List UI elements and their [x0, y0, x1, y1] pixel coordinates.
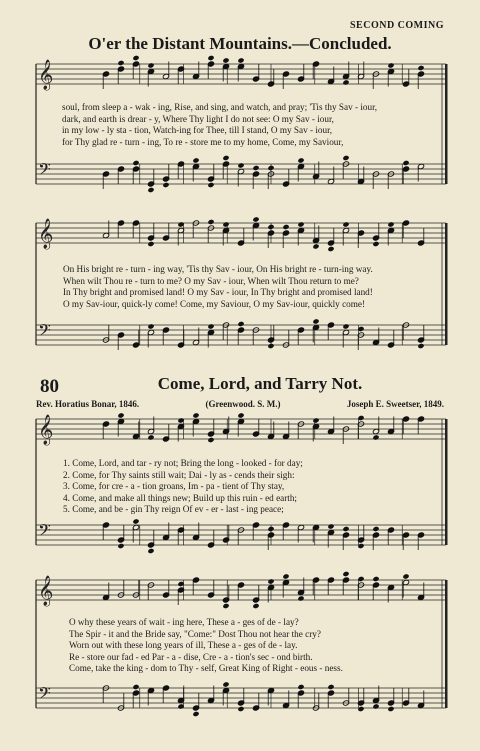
- lyric-line: O my Sav-iour, quick-ly come! Come, my Saviour, O my Sav-iour, quickly come!: [63, 298, 366, 309]
- lyric-line: The Spir - it and the Bride say, "Come:" Dost Thou not hear the cry?: [69, 628, 321, 639]
- lyric-line: Worn out with these long years of ill, These a - ges of de - lay.: [69, 640, 298, 651]
- lyric-line: Come, take the king - dom to Thy - self, Great King of Right - eous - ness.: [69, 663, 343, 674]
- lyrics-block-1: [62, 102, 377, 148]
- lyric-line: 3. Come, for cre - a - tion groans, Im - pa - tient of Thy stay,: [63, 481, 285, 492]
- lyric-line: 5. Come, and be - gin Thy reign Of ev - er - last - ing peace;: [63, 504, 284, 515]
- section-label: SECOND COMING: [349, 20, 444, 31]
- author: Rev. Horatius Bonar, 1846.: [36, 399, 140, 409]
- lyric-line: 2. Come, for Thy saints still wait; Dai - ly as - cends their sigh:: [63, 469, 295, 480]
- svg-text:𝄢: 𝄢: [38, 159, 51, 183]
- svg-text:𝄢: 𝄢: [38, 320, 51, 344]
- svg-text:𝄞: 𝄞: [38, 219, 54, 249]
- lyric-line: Re - store our fad - ed Par - a - dise, Cre - a - tion's sec - ond birth.: [69, 651, 313, 662]
- lyrics-block-4: [69, 617, 343, 675]
- svg-text:𝄢: 𝄢: [38, 520, 51, 544]
- svg-text:𝄞: 𝄞: [38, 415, 54, 445]
- hymn-title: Come, Lord, and Tarry Not.: [157, 374, 363, 393]
- composer: Joseph E. Sweetser, 1849.: [346, 399, 444, 409]
- lyric-line: In Thy bright and promised land! O my Sav - iour, In Thy bright and promised land!: [63, 287, 373, 298]
- lyric-line: O why these years of wait - ing here, These a - ges of de - lay?: [69, 617, 299, 627]
- svg-text:𝄢: 𝄢: [38, 683, 51, 707]
- svg-text:𝄞: 𝄞: [38, 60, 54, 90]
- lyric-line: for Thy glad re - turn - ing, To re - store me to my home, Come, my Saviour,: [62, 136, 344, 147]
- lyrics-block-2: [63, 264, 373, 310]
- page-title: O'er the Distant Mountains.—Concluded.: [88, 34, 392, 53]
- hymn-number: 80: [40, 376, 59, 397]
- hymn-credits: [36, 399, 444, 409]
- lyric-line: On His bright re - turn - ing way, 'Tis thy Sav - iour, On His bright re - turn-ing way.: [63, 264, 373, 274]
- lyric-line: When wilt Thou re - turn to me? O my Sav - iour, When wilt Thou return to me?: [63, 275, 359, 286]
- lyric-line: 4. Come, and make all things new; Build up this ruin - ed earth;: [63, 492, 297, 503]
- lyric-line: 1. Come, Lord, and tar - ry not; Bring the long - looked - for day;: [63, 458, 303, 468]
- lyrics-block-3: [63, 458, 303, 516]
- lyric-line: dark, and earth is drear - y, Where Thy light I do not see: O my Sav - iour,: [62, 113, 334, 124]
- svg-text:𝄞: 𝄞: [38, 576, 54, 606]
- tune-meter: (Greenwood. S. M.): [205, 399, 281, 409]
- lyric-line: soul, from sleep a - wak - ing, Rise, and sing, and watch, and pray; 'Tis thy Sav - iour,: [62, 102, 378, 112]
- lyric-line: in my low - ly sta - tion, Watch-ing for Thee, till I stand, O my Sav - iour,: [62, 125, 333, 136]
